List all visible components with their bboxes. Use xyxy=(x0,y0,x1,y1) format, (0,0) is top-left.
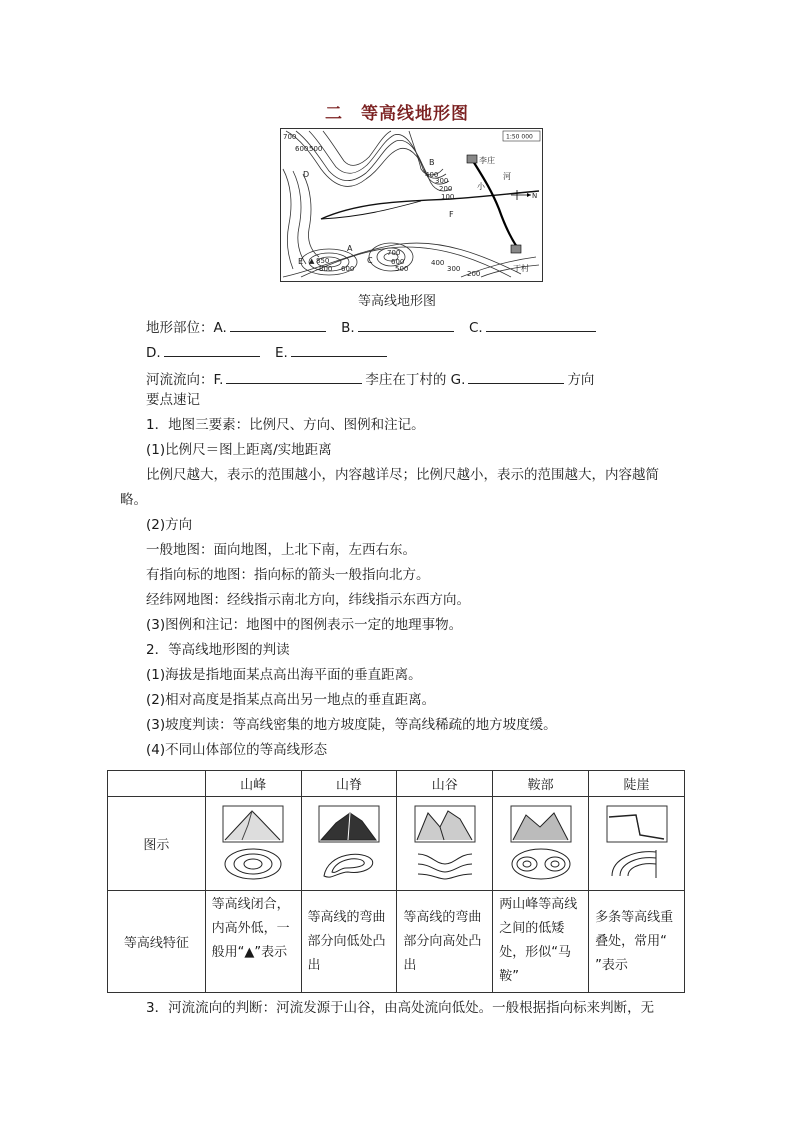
q1-e: E. xyxy=(274,345,288,361)
label-lizhuang: 李庄 xyxy=(479,156,495,165)
label-xiao: 小 xyxy=(477,182,485,191)
q2-prefix: 河流流向：F. xyxy=(146,372,224,388)
label-300b: 300 xyxy=(447,265,461,273)
page-title: 二 等高线地形图 xyxy=(325,104,469,124)
peak-triangle-icon: ▲ xyxy=(309,257,315,265)
label-600: 600 xyxy=(295,145,309,153)
q1-b: B. xyxy=(341,320,355,336)
blank-d[interactable] xyxy=(164,342,260,357)
blank-f[interactable] xyxy=(226,369,362,384)
question-river xyxy=(146,368,594,388)
label-700: 700 xyxy=(283,133,297,141)
note-s2d: (4)不同山体部位的等高线形态 xyxy=(146,742,328,758)
feat-valley: 等高线的弯曲部分向高处凸出 xyxy=(397,891,493,993)
q1-c: C. xyxy=(468,320,483,336)
label-700b: 700 xyxy=(387,249,401,257)
feat-saddle: 两山峰等高线之间的低矮处，形似“马鞍” xyxy=(493,891,589,993)
label-800: 800 xyxy=(319,265,333,273)
question-terrain xyxy=(146,316,599,336)
note-3: (3)图例和注记：地图中的图例表示一定的地理事物。 xyxy=(146,617,463,633)
label-A: A xyxy=(347,244,353,253)
note-1a: (1)比例尺＝图上距离/实地距离 xyxy=(146,442,332,458)
scale-label: 1:50 000 xyxy=(506,133,533,141)
note-1: 1．地图三要素：比例尺、方向、图例和注记。 xyxy=(146,417,425,433)
label-100: 100 xyxy=(441,193,455,201)
label-200: 200 xyxy=(439,185,453,193)
label-300: 300 xyxy=(435,177,449,185)
label-dingcun: 丁村 xyxy=(513,264,529,273)
label-500: 500 xyxy=(309,145,323,153)
label-E: E xyxy=(298,257,304,266)
header-cliff: 陡崖 xyxy=(589,771,685,797)
notes-heading: 要点速记 xyxy=(146,392,200,408)
note-2c: 经纬网地图：经线指示南北方向，纬线指示东西方向。 xyxy=(146,592,470,608)
row-feat-label: 等高线特征 xyxy=(108,891,206,993)
label-B: B xyxy=(429,158,435,167)
landform-table xyxy=(107,770,685,993)
notes-section xyxy=(120,388,686,763)
contour-map xyxy=(280,128,543,282)
illus-valley xyxy=(397,797,493,891)
header-saddle: 鞍部 xyxy=(493,771,589,797)
header-ridge: 山脊 xyxy=(301,771,397,797)
q1-d: D. xyxy=(146,345,161,361)
q1-prefix: 地形部位：A. xyxy=(146,320,227,336)
illus-saddle xyxy=(493,797,589,891)
note-s2c: (3)坡度判读：等高线密集的地方坡度陡，等高线稀疏的地方坡度缓。 xyxy=(146,717,557,733)
label-D: D xyxy=(303,170,310,179)
note-section-3: 3．河流流向的判断：河流发源于山谷，由高处流向低处。一般根据指向标来判断，无 xyxy=(146,1000,655,1016)
note-s2a: (1)海拔是指地面某点高出海平面的垂直距离。 xyxy=(146,667,422,683)
map-caption: 等高线地形图 xyxy=(357,294,436,309)
note-2: (2)方向 xyxy=(146,517,193,533)
section-2: 2．等高线地形图的判读 xyxy=(146,642,290,658)
q2-suffix: 方向 xyxy=(567,372,595,388)
label-500b: 500 xyxy=(395,265,409,273)
feat-cliff: 多条等高线重叠处，常用“ ”表示 xyxy=(589,891,685,993)
label-600b: 600 xyxy=(391,258,405,266)
table-corner xyxy=(108,771,206,797)
label-600c: 600 xyxy=(341,265,355,273)
feat-peak: 等高线闭合，内高外低，一般用“▲”表示 xyxy=(205,891,301,993)
blank-b[interactable] xyxy=(358,317,454,332)
illus-cliff xyxy=(589,797,685,891)
note-1c: 略。 xyxy=(120,492,147,508)
river xyxy=(321,191,539,219)
header-peak: 山峰 xyxy=(205,771,301,797)
blank-g[interactable] xyxy=(468,369,564,384)
blank-c[interactable] xyxy=(486,317,596,332)
label-200b: 200 xyxy=(467,270,481,278)
dingcun-marker xyxy=(511,245,521,253)
note-2b: 有指向标的地图：指向标的箭头一般指向北方。 xyxy=(146,567,430,583)
header-valley: 山谷 xyxy=(397,771,493,797)
row-illus-label: 图示 xyxy=(108,797,206,891)
label-850: 850 xyxy=(316,257,330,265)
label-F: F xyxy=(449,210,454,219)
lizhuang-marker xyxy=(467,155,477,163)
label-C: C xyxy=(367,256,373,265)
illus-ridge xyxy=(301,797,397,891)
q2-mid: 李庄在丁村的 G. xyxy=(365,372,466,388)
blank-a[interactable] xyxy=(230,317,326,332)
label-400: 400 xyxy=(425,171,439,179)
feat-ridge: 等高线的弯曲部分向低处凸出 xyxy=(301,891,397,993)
note-s2b: (2)相对高度是指某点高出另一地点的垂直距离。 xyxy=(146,692,436,708)
blank-e[interactable] xyxy=(291,342,387,357)
question-terrain-2 xyxy=(146,342,390,361)
note-2a: 一般地图：面向地图，上北下南，左西右东。 xyxy=(146,542,416,558)
note-1b: 比例尺越大，表示的范围越小，内容越详尽；比例尺越小，表示的范围越大，内容越简 xyxy=(146,467,659,483)
illus-peak xyxy=(205,797,301,891)
label-he: 河 xyxy=(503,172,511,181)
label-north: N xyxy=(532,192,538,200)
label-400b: 400 xyxy=(431,259,445,267)
